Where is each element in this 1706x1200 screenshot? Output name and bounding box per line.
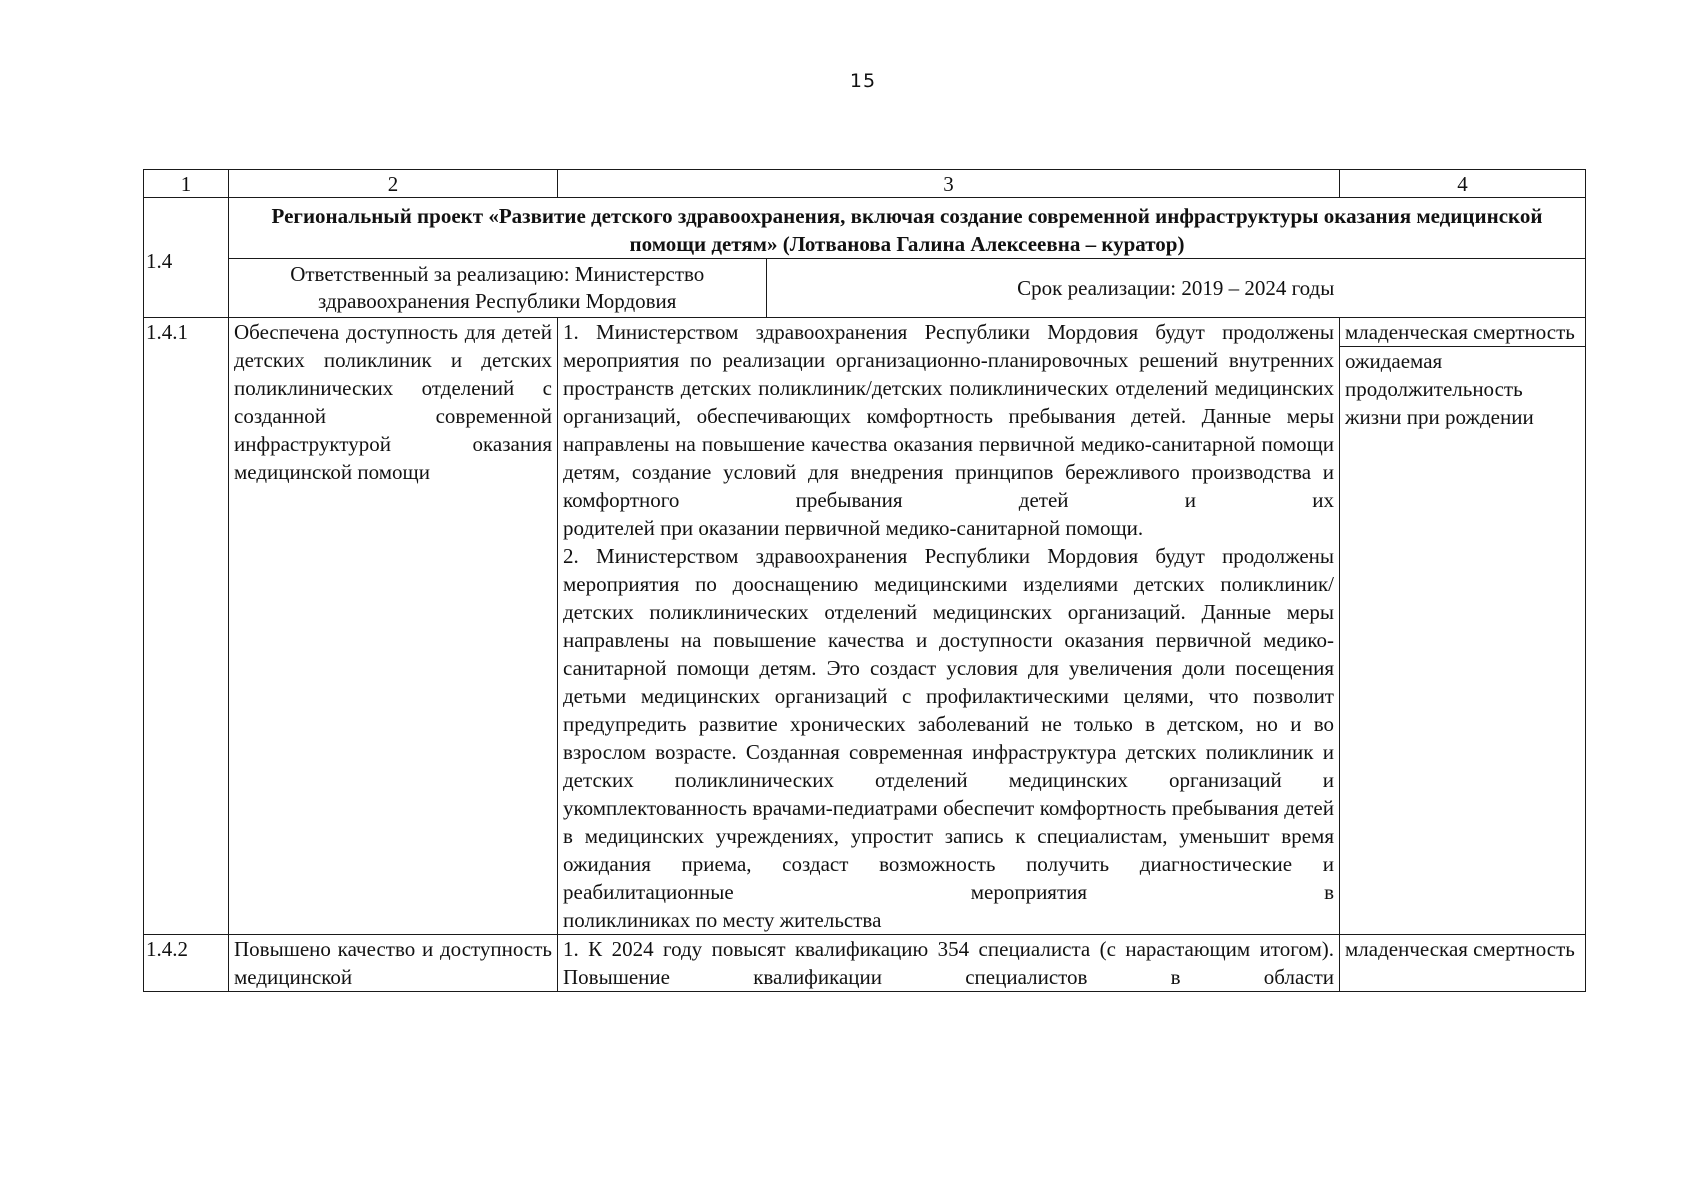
measure-paragraph-2 [563,542,1334,934]
row-number: 1.4.2 [144,935,229,992]
measure-1-text: 1. Министерством здравоохранения Республики Мордовия будут продолжены мероприятия по реализации организационно-планировочных решений внутренних пространств детских поликлиник/детских поликлинических отделений медицинских организаций, обеспечивающих комфортность пребывания детей. Данные меры направлены на повышение качества оказания первичной медико-санитарной помощи детям, создание условий для внедрения принципов бережливого производства и комфортного пребывания детей и их [563,320,1334,512]
responsibility-block [229,259,1586,318]
indicator-item: ожидаемая продолжительность жизни при рождении [1345,349,1534,429]
row-result-text: Обеспечена доступность для детей детских поликлиник и детских поликлинических отделений с созданной современной инфраструктурой оказания медицинской помощи [234,320,552,484]
column-number-1: 1 [144,170,229,198]
page-number: 15 [849,70,877,92]
project-title: Региональный проект «Развитие детского здравоохранения, включая создание современной инфраструктуры оказания медицинской помощи детям» (Лотванова Галина Алексеевна – куратор) [229,198,1586,259]
row-measures [558,318,1340,935]
row-indicators [1340,935,1586,992]
table-row [144,318,1586,935]
responsible-executor: Ответственный за реализацию: Министерство здравоохранения Республики Мордовия [229,259,766,317]
measure-paragraph-1 [563,318,1334,542]
row-indicators [1340,318,1586,935]
project-number [144,198,229,318]
table-row [144,935,1586,992]
column-number-row [144,170,1586,198]
row-result: Повышено качество и доступность медицинской [229,935,558,992]
program-table [143,169,1586,992]
responsibility-row [144,259,1586,318]
project-row [144,198,1586,259]
row-measures: 1. К 2024 году повысят квалификацию 354 специалиста (с нарастающим итогом). Повышение квалификации специалистов в области [558,935,1340,992]
indicator-item: младенческая смертность [1345,937,1575,961]
column-number-2: 2 [229,170,558,198]
column-number-3: 3 [558,170,1340,198]
measure-1-last-line: родителей при оказании первичной медико-санитарной помощи. [563,516,1144,540]
measure-2-last-line: поликлиниках по месту жительства [563,908,882,932]
row-result [229,318,558,935]
indicator-item: младенческая смертность [1340,318,1585,347]
project-number-text: 1.4 [146,248,173,273]
implementation-period: Срок реализации: 2019 – 2024 годы [1017,275,1335,300]
column-number-4: 4 [1340,170,1586,198]
measure-2-text: 2. Министерством здравоохранения Республики Мордовия будут продолжены мероприятия по дооснащению медицинскими изделиями детских поликлиник/детских поликлинических отделений медицинских организаций. Данные меры направлены на повышение качества и доступности оказания первичной медико-санитарной помощи детям. Это создаст условия для увеличения доли посещения детьми медицинских организаций с профилактическими целями, что позволит предупредить развитие хронических заболеваний не только в детском, но и во взрослом возрасте. Созданная современная инфраструктура детских поликлиник и детских поликлинических отделений медицинских организаций и укомплектованность врачами-педиатрами обеспечит комфортность пребывания детей в медицинских учреждениях, упростит запись к специалистам, уменьшит время ожидания приема, создаст возможность получить диагностические и реабилитационные мероприятия в [563,544,1334,904]
row-number: 1.4.1 [144,318,229,935]
